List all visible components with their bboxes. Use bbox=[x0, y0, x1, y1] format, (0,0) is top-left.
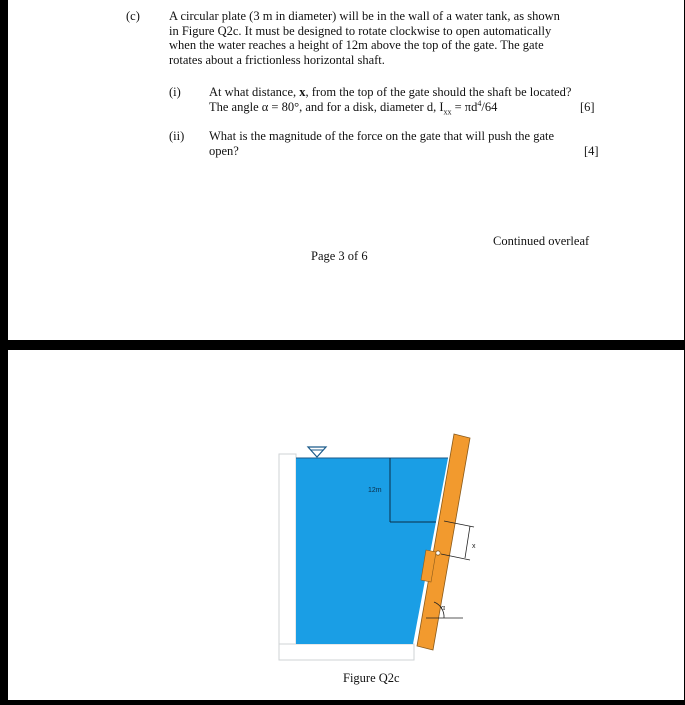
part-ii-line-2: open? bbox=[209, 143, 239, 158]
continued-overleaf: Continued overleaf bbox=[493, 234, 590, 248]
tank-left-wall bbox=[279, 454, 296, 660]
height-label: 12m bbox=[368, 487, 382, 494]
free-surface-marker-icon bbox=[308, 447, 326, 457]
figure-caption: Figure Q2c bbox=[343, 671, 400, 685]
angle-label: α bbox=[441, 605, 446, 612]
x-label: x bbox=[472, 543, 476, 550]
part-i-line-1: At what distance, x, from the top of the gate should the shaft be located? bbox=[209, 85, 572, 99]
x-dimension-line bbox=[465, 526, 470, 558]
part-ii-marks: [4] bbox=[584, 143, 599, 158]
part-ii-label: (ii) bbox=[169, 129, 185, 143]
part-ii-line-1: What is the magnitude of the force on the gate that will push the gate bbox=[209, 129, 555, 143]
question-line-4: rotates about a frictionless horizontal shaft. bbox=[169, 52, 385, 67]
question-line-3: when the water reaches a height of 12m above the top of the gate. The gate bbox=[169, 38, 544, 52]
figure-q2c-diagram bbox=[8, 350, 684, 700]
part-i-label: (i) bbox=[169, 85, 181, 99]
question-label: (c) bbox=[126, 9, 140, 23]
part-i-line-2: The angle α = 80°, and for a disk, diameter d, $I_{xx} = \pi d^4/64$ bbox=[209, 98, 498, 116]
page-number: Page 3 of 6 bbox=[311, 249, 368, 263]
shaft-pivot-icon bbox=[436, 551, 440, 555]
part-i-marks: [6] bbox=[580, 99, 595, 114]
exam-page-figure bbox=[8, 350, 684, 700]
tank-floor bbox=[279, 644, 414, 660]
question-line-2: in Figure Q2c. It must be designed to rotate clockwise to open automatically bbox=[169, 23, 552, 38]
question-line-1: A circular plate (3 m in diameter) will be in the wall of a water tank, as shown bbox=[169, 9, 560, 23]
exam-page-top bbox=[8, 0, 684, 340]
